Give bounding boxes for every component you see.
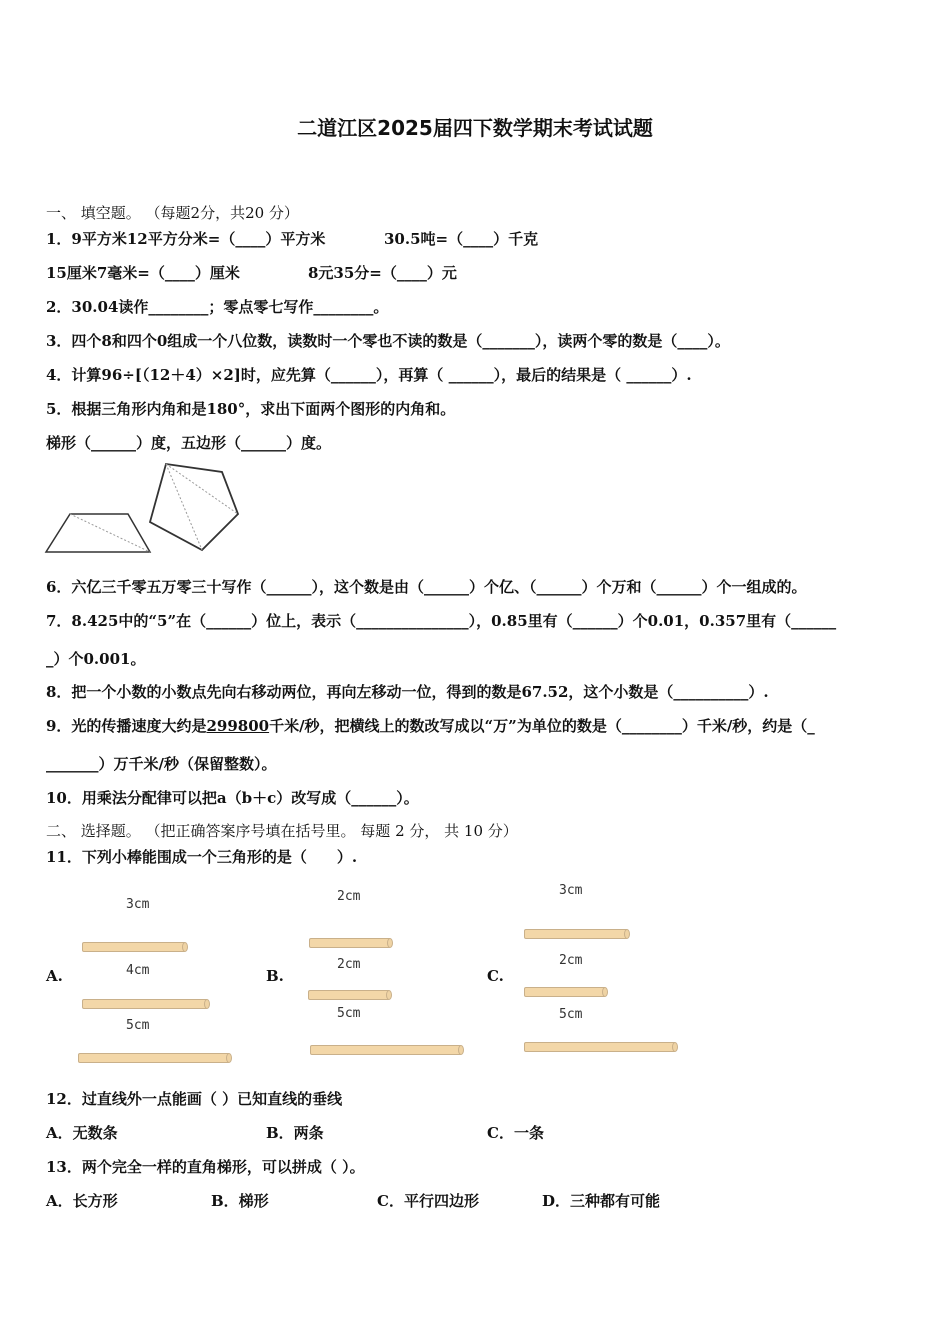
section-1-heading: 一、 填空题。 （每题2分，共20 分）	[46, 204, 299, 222]
stick-label: 5cm	[337, 1006, 361, 1021]
question-7: 7．8.425中的“5”在（______）位上，表示（_______________），0.85里有（______）个0.01，0.357里有（______	[46, 612, 837, 630]
option-b-letter: B.	[266, 967, 284, 985]
q13-option-b: B．梯形	[211, 1192, 269, 1210]
question-12: 12．过直线外一点能画（ ）已知直线的垂线	[46, 1090, 343, 1108]
trapezoid-figure	[44, 510, 154, 556]
stick-2cm	[308, 990, 390, 1000]
question-1c: 15厘米7毫米=（____）厘米	[46, 264, 240, 282]
question-6: 6．六亿三千零五万零三十写作（______），这个数是由（______）个亿、（______）个万和（______）个一组成的。	[46, 578, 807, 596]
option-a-letter: A.	[46, 967, 63, 985]
q13-option-a: A．长方形	[46, 1192, 118, 1210]
stick-4cm	[82, 999, 208, 1009]
stick-2cm	[309, 938, 391, 948]
stick-2cm	[524, 987, 606, 997]
question-1d: 8元35分=（____）元	[308, 264, 457, 282]
q13-option-c: C．平行四边形	[377, 1192, 479, 1210]
stick-label: 2cm	[337, 889, 361, 904]
stick-label: 5cm	[559, 1007, 583, 1022]
pentagon-figure	[146, 460, 242, 556]
question-10: 10．用乘法分配律可以把a（b＋c）改写成（______）。	[46, 789, 419, 807]
stick-label: 2cm	[337, 957, 361, 972]
question-4: 4．计算96÷[（12＋4）×2]时，应先算（______），再算（ ______），最后的结果是（ ______）.	[46, 366, 692, 384]
stick-label: 4cm	[126, 963, 150, 978]
stick-label: 3cm	[559, 883, 583, 898]
q12-option-b: B．两条	[266, 1124, 324, 1142]
question-8: 8．把一个小数的小数点先向右移动两位，再向左移动一位，得到的数是67.52，这个小数是（__________）.	[46, 683, 769, 701]
question-5: 5．根据三角形内角和是180°，求出下面两个图形的内角和。	[46, 400, 456, 418]
stick-label: 5cm	[126, 1018, 150, 1033]
question-9: 9．光的传播速度大约是299800千米/秒，把横线上的数改写成以“万”为单位的数是（________）千米/秒，约是（_	[46, 717, 815, 735]
stick-5cm	[524, 1042, 676, 1052]
question-2: 2．30.04读作________；零点零七写作________。	[46, 298, 389, 316]
underlined-number: 299800	[206, 717, 270, 735]
question-13: 13．两个完全一样的直角梯形，可以拼成（ ）。	[46, 1158, 365, 1176]
stick-label: 3cm	[126, 897, 150, 912]
q13-option-d: D．三种都有可能	[542, 1192, 661, 1210]
q12-option-a: A．无数条	[46, 1124, 118, 1142]
question-11: 11．下列小棒能围成一个三角形的是（ ）.	[46, 848, 358, 866]
option-c-letter: C.	[487, 967, 504, 985]
stick-label: 2cm	[559, 953, 583, 968]
stick-3cm	[524, 929, 628, 939]
stick-5cm	[310, 1045, 462, 1055]
q12-option-c: C．一条	[487, 1124, 544, 1142]
question-3: 3．四个8和四个0组成一个八位数，读数时一个零也不读的数是（_______），读两个零的数是（____）。	[46, 332, 730, 350]
question-9-continued: _______）万千米/秒（保留整数）。	[46, 755, 277, 773]
stick-3cm	[82, 942, 186, 952]
page-title: 二道江区2025届四下数学期末考试试题	[297, 116, 653, 140]
question-1b: 30.5吨=（____）千克	[384, 230, 539, 248]
question-5-answers: 梯形（______）度，五边形（______）度。	[46, 434, 332, 452]
question-1a: 1．9平方米12平方分米=（____）平方米	[46, 230, 326, 248]
question-7-continued: _）个0.001。	[46, 650, 146, 668]
stick-5cm	[78, 1053, 230, 1063]
section-2-heading: 二、 选择题。 （把正确答案序号填在括号里。 每题 2 分， 共 10 分）	[46, 822, 518, 840]
